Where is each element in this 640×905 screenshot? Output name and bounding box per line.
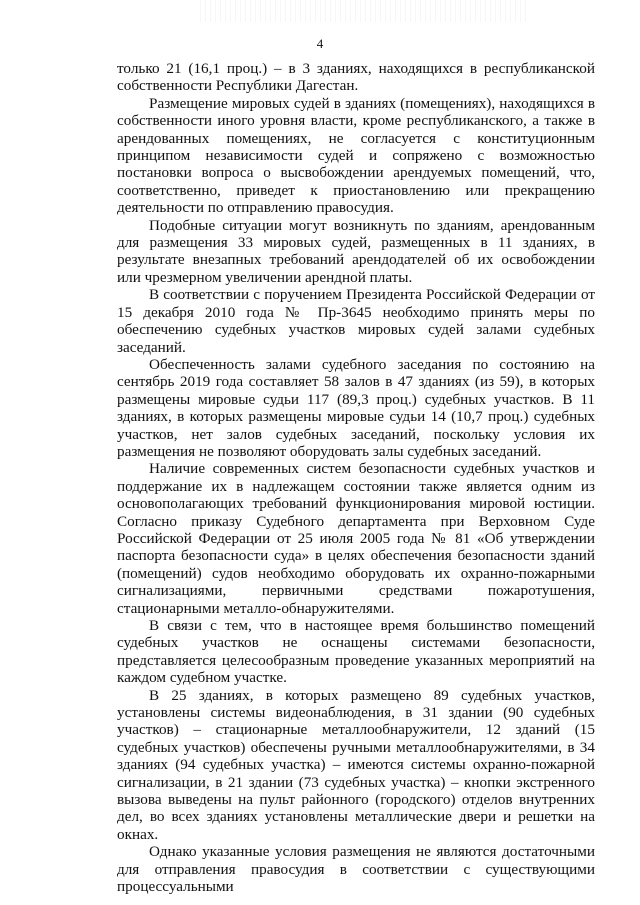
page-number: 4 [316,36,324,51]
paragraph: Однако указанные условия размещения не являются достаточными для отправления правосудия в соответствии с существующими процессуальными [117,843,595,896]
paragraph: Подобные ситуации могут возникнуть по зданиям, арендованным для размещения 33 мировых судей, размещенных в 11 зданиях, в результате внезапных требований арендодателей об их освобождении или чрезмерном увеличении арендной платы. [117,216,595,286]
paragraph: Наличие современных систем безопасности судебных участков и поддержание их в надлежащем состоянии также является одним из основополагающих требований функционирования мировой юстиции. Согласно приказу Судебного департамента при Верховном Суде Российской Федерации от 25 июля 2005 года № 81 «Об утверждении паспорта безопасности суда» в целях обеспечения безопасности зданий (помещений) судов необходимо оборудовать их охранно-пожарными сигнализациями, первичными средствами пожаротушения, стационарными металло-обнаружителями. [117,460,595,617]
scan-artifact [200,0,530,22]
paragraph: В связи с тем, что в настоящее время большинство помещений судебных участков не оснащены системами безопасности, представляется целесообразным проведение указанных мероприятий на каждом судебном участке. [117,617,595,687]
paragraph: Обеспеченность залами судебного заседания по состоянию на сентябрь 2019 года составляет 58 залов в 47 зданиях (из 59), в которых размещены мировые судьи 117 (89,3 проц.) судебных участков. В 11 зданиях, в которых размещены мировые судьи 14 (10,7 проц.) судебных участков, нет залов судебных заседаний, поскольку условия их размещения не позволяют оборудовать залы судебных заседаний. [117,355,595,460]
paragraph: В соответствии с поручением Президента Российской Федерации от 15 декабря 2010 года № Пр-3645 необходимо принять меры по обеспечению судебных участков мировых судей залами судебных заседаний. [117,286,595,356]
paragraph: только 21 (16,1 проц.) – в 3 зданиях, находящихся в республиканской собственности Республики Дагестан. [117,60,595,95]
paragraph: Размещение мировых судей в зданиях (помещениях), находящихся в собственности иного уровня власти, кроме республиканского, а также в арендованных помещениях, не согласуется с конституционным принципом независимости судей и сопряжено с возможностью постановки вопроса о высвобождении арендуемых помещений, что, соответственно, приведет к приостановлению или прекращению деятельности по отправлению правосудия. [117,94,595,217]
paragraph: В 25 зданиях, в которых размещено 89 судебных участков, установлены системы видеонаблюдения, в 31 здании (90 судебных участков) – стационарные металлообнаружители, 12 зданий (15 судебных участков) обеспечены ручными металлообнаружителями, в 34 зданиях (94 судебных участка) – имеются системы охранно-пожарной сигнализации, в 21 здании (73 судебных участка) – кнопки экстренного вызова выведены на пульт районного (городского) отделов внутренних дел, во всех зданиях установлены металлические двери и решетки на окнах. [117,686,595,843]
document-body [117,60,595,896]
